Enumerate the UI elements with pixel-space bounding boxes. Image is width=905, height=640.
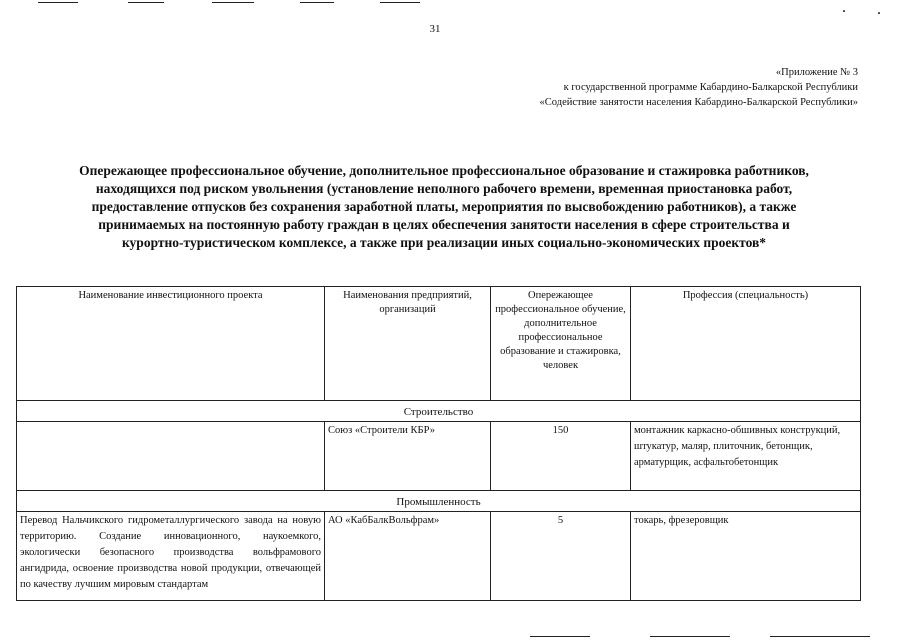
header-profession: Профессия (специальность): [631, 287, 861, 401]
cell-profession: монтажник каркасно-обшивных конструкций, штукатур, маляр, плиточник, бетонщик, арматурщик, асфальтобетонщик: [631, 422, 861, 491]
title-line: курортно-туристическом комплексе, а также при реализации иных социально-экономических проектов*: [121, 235, 767, 250]
appendix-block: [540, 65, 858, 110]
cell-project: Перевод Нальчикского гидрометаллургического завода на новую территорию. Создание инновационного, наукоемкого, экологически безопасного производства вольфрамового ангидрида, освоение производства новой продукции, отвечающей по качеству лучшим мировым стандартам: [17, 512, 325, 601]
appendix-line: «Содействие занятости населения Кабардино-Балкарской Республики»: [539, 97, 858, 108]
appendix-line: к государственной программе Кабардино-Балкарской Республики: [563, 82, 858, 93]
cell-project: [17, 422, 325, 491]
cell-organization: АО «КабБалкВольфрам»: [325, 512, 491, 601]
scan-line: [212, 2, 254, 3]
scan-speck: ·: [877, 6, 882, 20]
table-row: [17, 422, 861, 491]
scan-line: [650, 636, 730, 637]
section-header-row: [17, 401, 861, 422]
title-line: предоставление отпусков без сохранения заработной платы, мероприятия по высвобождению работников), а также: [91, 199, 797, 214]
header-project: Наименование инвестиционного проекта: [17, 287, 325, 401]
header-count: Опережающее профессиональное обучение, дополнительное профессиональное образование и стажировка, человек: [491, 287, 631, 401]
scan-line: [128, 2, 164, 3]
table-header-row: [17, 287, 861, 401]
title-line: Опережающее профессиональное обучение, дополнительное профессиональное образование и стажировка работников,: [79, 163, 809, 178]
appendix-line: «Приложение № 3: [775, 67, 858, 78]
section-title-industry: Промышленность: [17, 491, 861, 512]
scan-line: [380, 2, 420, 3]
table-row: [17, 512, 861, 601]
cell-count: 150: [491, 422, 631, 491]
cell-count: 5: [491, 512, 631, 601]
scan-line: [300, 2, 334, 3]
scan-speck: ·: [842, 4, 847, 18]
page-number: 31: [429, 23, 441, 35]
cell-profession: токарь, фрезеровщик: [631, 512, 861, 601]
title-line: находящихся под риском увольнения (установление неполного рабочего времени, временная приостановка работ,: [95, 181, 793, 196]
title-line: принимаемых на постоянную работу граждан в целях обеспечения занятости населения в сфере строительства и: [98, 217, 790, 232]
scan-line: [530, 636, 590, 637]
document-title: [14, 162, 874, 252]
section-title-construction: Строительство: [17, 401, 861, 422]
scan-line: [38, 2, 78, 3]
projects-table: [16, 286, 861, 601]
header-organization: Наименования предприятий, организаций: [325, 287, 491, 401]
cell-organization: Союз «Строители КБР»: [325, 422, 491, 491]
section-header-row: [17, 491, 861, 512]
scan-line: [770, 636, 870, 637]
